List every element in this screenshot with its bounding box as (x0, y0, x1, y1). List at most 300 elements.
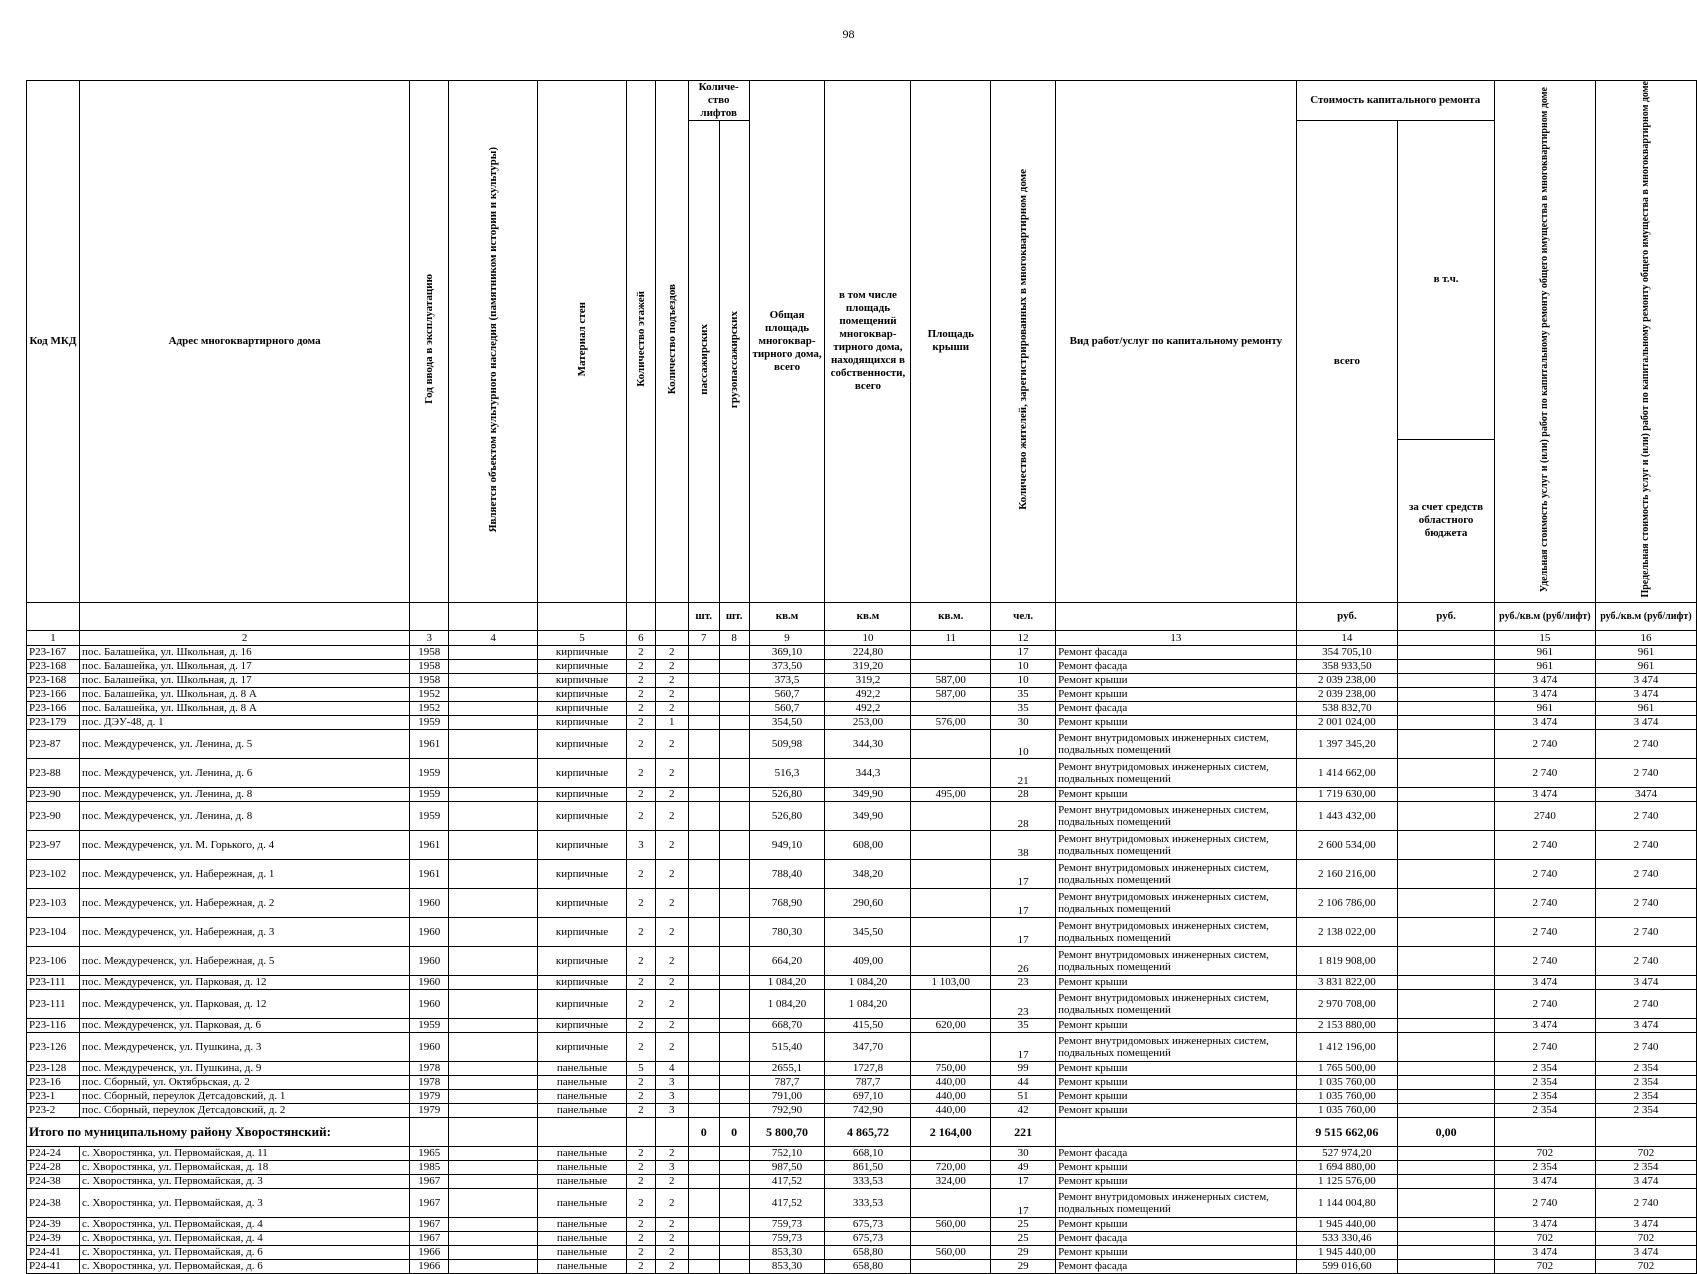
table-row (27, 1032, 1697, 1061)
cell-passenger-lifts (688, 1217, 719, 1231)
cell-max-cost: 702 (1595, 1231, 1696, 1245)
header-year: Год ввода в эксплуатацию (423, 274, 436, 405)
cell-entrances: 3 (655, 1103, 688, 1117)
cell-floors: 2 (626, 1103, 655, 1117)
cell-roof-area (911, 1032, 991, 1061)
cell-freight-lifts (719, 673, 749, 687)
header-total-area: Общая площадь многоквар-тирного дома, всего (749, 81, 825, 603)
cell-work-type: Ремонт фасада (1056, 1231, 1296, 1245)
cell-residents: 51 (991, 1089, 1056, 1103)
cell-code: Р23-111 (27, 989, 80, 1018)
cell-year: 1960 (410, 888, 449, 917)
cell-floors: 2 (626, 917, 655, 946)
cell-cost-regional (1398, 1188, 1495, 1217)
cell-code: Р24-39 (27, 1231, 80, 1245)
cell-cost-total: 1 035 760,00 (1296, 1089, 1398, 1103)
cell-freight-lifts (719, 1075, 749, 1089)
cell-residents: 28 (991, 801, 1056, 830)
cell-entrances: 2 (655, 645, 688, 659)
cell-total-area: 949,10 (749, 830, 825, 859)
cell-address: пос. Сборный, ул. Октябрьская, д. 2 (79, 1075, 409, 1089)
cell-cost-total: 1 719 630,00 (1296, 787, 1398, 801)
cell-heritage (449, 701, 538, 715)
cell-freight-lifts (719, 917, 749, 946)
cell-material: кирпичные (538, 888, 627, 917)
cell-cost-regional (1398, 1174, 1495, 1188)
cell-freight-lifts (719, 1018, 749, 1032)
cell-owned-area: 349,90 (825, 801, 911, 830)
cell-owned-area: 415,50 (825, 1018, 911, 1032)
cell-material: кирпичные (538, 687, 627, 701)
cell-residents: 44 (991, 1075, 1056, 1089)
cell-max-cost: 3 474 (1595, 687, 1696, 701)
cell-work-type: Ремонт внутридомовых инженерных систем, подвальных помещений (1056, 1188, 1296, 1217)
cell-max-cost: 2 354 (1595, 1061, 1696, 1075)
cell-max-cost: 3 474 (1595, 1174, 1696, 1188)
cell-cost-regional (1398, 687, 1495, 701)
table-row (27, 701, 1697, 715)
cell-cost-total: 2 160 216,00 (1296, 859, 1398, 888)
cell-unit-cost: 2 740 (1494, 1188, 1595, 1217)
header-wall-material: Материал стен (575, 302, 588, 377)
cell-passenger-lifts (688, 1103, 719, 1117)
cell-freight-lifts (719, 1174, 749, 1188)
cell-work-type: Ремонт фасада (1056, 659, 1296, 673)
cell-cost-regional (1398, 830, 1495, 859)
cell-total-area: 515,40 (749, 1032, 825, 1061)
cell-cost-total: 1 125 576,00 (1296, 1174, 1398, 1188)
cell-cost-total: 1 412 196,00 (1296, 1032, 1398, 1061)
cell-heritage (449, 659, 538, 673)
cell-max-cost: 2 354 (1595, 1089, 1696, 1103)
column-numbers: 1 2 3 4 5 6 7 8 9 10 11 12 13 14 15 16 (27, 630, 1697, 645)
cell-work-type: Ремонт крыши (1056, 687, 1296, 701)
cell-material: кирпичные (538, 758, 627, 787)
cell-roof-area: 587,00 (911, 687, 991, 701)
cell-unit-cost: 2740 (1494, 801, 1595, 830)
table-row (27, 946, 1697, 975)
cell-unit-cost: 2 740 (1494, 758, 1595, 787)
cell-roof-area (911, 758, 991, 787)
cell-year: 1967 (410, 1231, 449, 1245)
cell-floors: 2 (626, 989, 655, 1018)
cell-entrances: 2 (655, 1259, 688, 1273)
cell-entrances: 4 (655, 1061, 688, 1075)
cell-material: кирпичные (538, 645, 627, 659)
cell-unit-cost: 2 740 (1494, 830, 1595, 859)
cell-owned-area: 345,50 (825, 917, 911, 946)
cell-residents: 10 (991, 729, 1056, 758)
cell-entrances: 3 (655, 1089, 688, 1103)
cell-roof-area: 560,00 (911, 1245, 991, 1259)
cell-freight-lifts (719, 975, 749, 989)
cell-material: кирпичные (538, 801, 627, 830)
cell-roof-area (911, 729, 991, 758)
cell-material: кирпичные (538, 975, 627, 989)
cell-material: кирпичные (538, 659, 627, 673)
cell-cost-total: 3 831 822,00 (1296, 975, 1398, 989)
cell-code: Р23-16 (27, 1075, 80, 1089)
table-row (27, 975, 1697, 989)
cell-heritage (449, 1018, 538, 1032)
table-row (27, 1061, 1697, 1075)
cell-address: пос. Междуреченск, ул. Набережная, д. 5 (79, 946, 409, 975)
cell-year: 1952 (410, 687, 449, 701)
cell-unit-cost: 2 354 (1494, 1160, 1595, 1174)
cell-address: пос. Балашейка, ул. Школьная, д. 17 (79, 659, 409, 673)
cell-material: панельные (538, 1103, 627, 1117)
cell-max-cost: 3 474 (1595, 1217, 1696, 1231)
cell-work-type: Ремонт фасада (1056, 1259, 1296, 1273)
cell-roof-area: 750,00 (911, 1061, 991, 1075)
cell-roof-area (911, 859, 991, 888)
cell-cost-total: 527 974,20 (1296, 1146, 1398, 1160)
cell-cost-regional (1398, 645, 1495, 659)
cell-floors: 2 (626, 687, 655, 701)
cell-freight-lifts (719, 830, 749, 859)
cell-owned-area: 349,90 (825, 787, 911, 801)
cell-material: кирпичные (538, 989, 627, 1018)
cell-address: пос. Междуреченск, ул. Ленина, д. 6 (79, 758, 409, 787)
cell-floors: 2 (626, 1018, 655, 1032)
cell-owned-area: 290,60 (825, 888, 911, 917)
cell-residents: 42 (991, 1103, 1056, 1117)
cell-address: с. Хворостянка, ул. Первомайская, д. 11 (79, 1146, 409, 1160)
cell-work-type: Ремонт крыши (1056, 787, 1296, 801)
cell-passenger-lifts (688, 1174, 719, 1188)
cell-heritage (449, 1217, 538, 1231)
cell-work-type: Ремонт фасада (1056, 645, 1296, 659)
header-passenger-lifts: пассажирских (697, 323, 710, 395)
cell-cost-total: 533 330,46 (1296, 1231, 1398, 1245)
cell-material: панельные (538, 1160, 627, 1174)
total-row: Итого по муниципальному району Хворостянский: 0 0 5 800,70 4 865,72 2 164,00 221 9 515 662,06 0,00 (27, 1117, 1697, 1146)
cell-entrances: 2 (655, 701, 688, 715)
cell-total-area: 509,98 (749, 729, 825, 758)
cell-cost-regional (1398, 1075, 1495, 1089)
cell-roof-area (911, 1188, 991, 1217)
cell-roof-area (911, 1146, 991, 1160)
cell-max-cost: 2 740 (1595, 946, 1696, 975)
cell-freight-lifts (719, 1217, 749, 1231)
cell-address: пос. Балашейка, ул. Школьная, д. 8 А (79, 701, 409, 715)
cell-unit-cost: 3 474 (1494, 1018, 1595, 1032)
cell-max-cost: 2 354 (1595, 1075, 1696, 1089)
cell-max-cost: 3 474 (1595, 1245, 1696, 1259)
cell-max-cost: 2 740 (1595, 859, 1696, 888)
cell-year: 1967 (410, 1174, 449, 1188)
cell-work-type: Ремонт крыши (1056, 673, 1296, 687)
cell-unit-cost: 2 354 (1494, 1061, 1595, 1075)
cell-residents: 17 (991, 888, 1056, 917)
cell-total-area: 526,80 (749, 801, 825, 830)
cell-total-area: 526,80 (749, 787, 825, 801)
table-row (27, 830, 1697, 859)
cell-roof-area: 720,00 (911, 1160, 991, 1174)
cell-max-cost: 2 740 (1595, 1032, 1696, 1061)
cell-entrances: 2 (655, 1188, 688, 1217)
cell-cost-regional (1398, 859, 1495, 888)
cell-passenger-lifts (688, 729, 719, 758)
cell-code: Р23-103 (27, 888, 80, 917)
cell-heritage (449, 1245, 538, 1259)
cell-floors: 3 (626, 830, 655, 859)
cell-cost-total: 1 694 880,00 (1296, 1160, 1398, 1174)
cell-freight-lifts (719, 1160, 749, 1174)
cell-year: 1979 (410, 1089, 449, 1103)
cell-unit-cost: 2 740 (1494, 859, 1595, 888)
cell-address: с. Хворостянка, ул. Первомайская, д. 4 (79, 1231, 409, 1245)
cell-residents: 35 (991, 1018, 1056, 1032)
cell-heritage (449, 1075, 538, 1089)
header-entrances: Количество подъездов (665, 284, 678, 395)
cell-roof-area: 440,00 (911, 1075, 991, 1089)
header-incl: в т.ч. (1398, 121, 1495, 440)
cell-entrances: 2 (655, 673, 688, 687)
cell-max-cost: 2 740 (1595, 917, 1696, 946)
cell-unit-cost: 2 354 (1494, 1089, 1595, 1103)
table-row (27, 1075, 1697, 1089)
cell-heritage (449, 975, 538, 989)
cell-total-area: 791,00 (749, 1089, 825, 1103)
cell-total-area: 987,50 (749, 1160, 825, 1174)
cell-unit-cost: 2 740 (1494, 729, 1595, 758)
cell-roof-area (911, 888, 991, 917)
cell-freight-lifts (719, 946, 749, 975)
cell-work-type: Ремонт внутридомовых инженерных систем, подвальных помещений (1056, 729, 1296, 758)
cell-entrances: 2 (655, 758, 688, 787)
cell-cost-total: 354 705,10 (1296, 645, 1398, 659)
table-row (27, 1188, 1697, 1217)
cell-residents: 35 (991, 687, 1056, 701)
cell-freight-lifts (719, 729, 749, 758)
cell-unit-cost: 2 354 (1494, 1075, 1595, 1089)
cell-residents: 29 (991, 1259, 1056, 1273)
cell-floors: 2 (626, 1160, 655, 1174)
cell-owned-area: 333,53 (825, 1188, 911, 1217)
cell-address: пос. Междуреченск, ул. Парковая, д. 6 (79, 1018, 409, 1032)
cell-owned-area: 1 084,20 (825, 975, 911, 989)
cell-residents: 21 (991, 758, 1056, 787)
cell-cost-regional (1398, 715, 1495, 729)
cell-floors: 2 (626, 1217, 655, 1231)
cell-material: панельные (538, 1174, 627, 1188)
cell-work-type: Ремонт крыши (1056, 1217, 1296, 1231)
table-header: Код МКД Адрес многоквартирного дома Год ввода в эксплуатацию Является объектом культурного наследия (памятником истории и культуры) Материал стен Количество этажей Количество подъездов Количе-ство лифтов Общая площадь многоквар-тирного дома, всего в том числе площадь помещений многоквар-тирного дома, находящихся в собственности, всего Площадь крыши Количество жителей, зарегистрированных в многоквартирном доме Вид работ/услуг по капитальному ремонту Стоимость капитального ремонта Удельная стоимость услуг и (или) работ по капитальному ремонту общего имущества в многоквартирном доме Предельная стоимость услуг и (или) работ по капитальному ремонту общего имущества в многоквартирном доме пассажирских грузопассажирских всего в т.ч. за счет средств областного бюджета шт. шт. кв.м кв.м кв.м. чел. руб. руб. руб./кв.м (руб/лифт) руб./кв.м (руб/лифт) 1 2 3 4 5 6 7 8 9 10 11 12 13 14 15 16 (27, 81, 1697, 646)
cell-total-area: 768,90 (749, 888, 825, 917)
cell-max-cost: 2 740 (1595, 989, 1696, 1018)
cell-max-cost: 702 (1595, 1146, 1696, 1160)
table-row (27, 1231, 1697, 1245)
cell-cost-regional (1398, 1061, 1495, 1075)
cell-cost-regional (1398, 1231, 1495, 1245)
cell-heritage (449, 888, 538, 917)
cell-cost-regional (1398, 758, 1495, 787)
cell-work-type: Ремонт внутридомовых инженерных систем, подвальных помещений (1056, 946, 1296, 975)
cell-work-type: Ремонт внутридомовых инженерных систем, подвальных помещений (1056, 801, 1296, 830)
cell-entrances: 2 (655, 917, 688, 946)
cell-owned-area: 1 084,20 (825, 989, 911, 1018)
cell-code: Р23-88 (27, 758, 80, 787)
cell-owned-area: 742,90 (825, 1103, 911, 1117)
cell-work-type: Ремонт крыши (1056, 975, 1296, 989)
header-owned-area: в том числе площадь помещений многоквар-тирного дома, находящихся в собственности, всего (825, 81, 911, 603)
cell-code: Р23-167 (27, 645, 80, 659)
cell-freight-lifts (719, 715, 749, 729)
cell-passenger-lifts (688, 1245, 719, 1259)
cell-code: Р23-2 (27, 1103, 80, 1117)
table-row (27, 989, 1697, 1018)
cell-passenger-lifts (688, 787, 719, 801)
cell-heritage (449, 729, 538, 758)
cell-cost-total: 2 039 238,00 (1296, 687, 1398, 701)
cell-max-cost: 3 474 (1595, 1018, 1696, 1032)
cell-heritage (449, 1061, 538, 1075)
table-row (27, 645, 1697, 659)
cell-address: пос. Междуреченск, ул. Ленина, д. 8 (79, 801, 409, 830)
cell-owned-area: 409,00 (825, 946, 911, 975)
cell-unit-cost: 3 474 (1494, 715, 1595, 729)
cell-work-type: Ремонт крыши (1056, 1160, 1296, 1174)
cell-freight-lifts (719, 1146, 749, 1160)
table-row (27, 917, 1697, 946)
cell-unit-cost: 2 740 (1494, 1032, 1595, 1061)
cell-roof-area: 560,00 (911, 1217, 991, 1231)
table-row (27, 787, 1697, 801)
cell-owned-area: 658,80 (825, 1259, 911, 1273)
cell-address: пос. Междуреченск, ул. Ленина, д. 8 (79, 787, 409, 801)
cell-address: пос. Междуреченск, ул. Набережная, д. 1 (79, 859, 409, 888)
cell-heritage (449, 673, 538, 687)
cell-residents: 38 (991, 830, 1056, 859)
cell-cost-regional (1398, 1032, 1495, 1061)
header-code: Код МКД (27, 81, 80, 603)
cell-cost-regional (1398, 1245, 1495, 1259)
cell-total-area: 354,50 (749, 715, 825, 729)
cell-roof-area: 495,00 (911, 787, 991, 801)
cell-work-type: Ремонт крыши (1056, 1103, 1296, 1117)
cell-total-area: 787,7 (749, 1075, 825, 1089)
cell-work-type: Ремонт крыши (1056, 1061, 1296, 1075)
cell-freight-lifts (719, 989, 749, 1018)
cell-residents: 17 (991, 1032, 1056, 1061)
cell-cost-regional (1398, 1018, 1495, 1032)
cell-address: пос. Балашейка, ул. Школьная, д. 16 (79, 645, 409, 659)
cell-entrances: 2 (655, 1245, 688, 1259)
cell-cost-total: 2 970 708,00 (1296, 989, 1398, 1018)
cell-year: 1961 (410, 729, 449, 758)
cell-work-type: Ремонт крыши (1056, 1018, 1296, 1032)
cell-roof-area: 587,00 (911, 673, 991, 687)
cell-cost-regional (1398, 1089, 1495, 1103)
cell-cost-total: 2 106 786,00 (1296, 888, 1398, 917)
cell-total-area: 792,90 (749, 1103, 825, 1117)
header-cost: Стоимость капитального ремонта (1296, 81, 1494, 121)
cell-address: пос. Междуреченск, ул. М. Горького, д. 4 (79, 830, 409, 859)
cell-passenger-lifts (688, 1231, 719, 1245)
cell-heritage (449, 1188, 538, 1217)
cell-address: пос. Междуреченск, ул. Набережная, д. 3 (79, 917, 409, 946)
cell-work-type: Ремонт крыши (1056, 1075, 1296, 1089)
table-row (27, 1103, 1697, 1117)
district-total (27, 1117, 1697, 1146)
cell-year: 1978 (410, 1075, 449, 1089)
cell-code: Р23-1 (27, 1089, 80, 1103)
capital-repair-table (26, 80, 1697, 1274)
cell-cost-regional (1398, 701, 1495, 715)
cell-floors: 2 (626, 715, 655, 729)
header-heritage: Является объектом культурного наследия (памятником истории и культуры) (487, 146, 500, 532)
header-work-type: Вид работ/услуг по капитальному ремонту (1056, 81, 1296, 603)
cell-total-area: 417,52 (749, 1174, 825, 1188)
cell-work-type: Ремонт внутридомовых инженерных систем, подвальных помещений (1056, 758, 1296, 787)
cell-material: кирпичные (538, 787, 627, 801)
cell-freight-lifts (719, 758, 749, 787)
cell-total-area: 369,10 (749, 645, 825, 659)
cell-material: кирпичные (538, 1018, 627, 1032)
cell-heritage (449, 715, 538, 729)
cell-material: панельные (538, 1188, 627, 1217)
cell-heritage (449, 1160, 538, 1174)
cell-address: с. Хворостянка, ул. Первомайская, д. 6 (79, 1245, 409, 1259)
header-roof-area: Площадь крыши (911, 81, 991, 603)
cell-entrances: 2 (655, 687, 688, 701)
cell-roof-area: 440,00 (911, 1103, 991, 1117)
cell-material: панельные (538, 1217, 627, 1231)
cell-residents: 28 (991, 787, 1056, 801)
cell-work-type: Ремонт крыши (1056, 715, 1296, 729)
cell-max-cost: 2 740 (1595, 729, 1696, 758)
cell-passenger-lifts (688, 975, 719, 989)
cell-owned-area: 319,20 (825, 659, 911, 673)
cell-passenger-lifts (688, 687, 719, 701)
cell-residents: 23 (991, 989, 1056, 1018)
cell-cost-regional (1398, 975, 1495, 989)
cell-code: Р24-28 (27, 1160, 80, 1174)
cell-year: 1959 (410, 1018, 449, 1032)
cell-entrances: 1 (655, 715, 688, 729)
cell-owned-area: 668,10 (825, 1146, 911, 1160)
cell-cost-regional (1398, 659, 1495, 673)
cell-code: Р24-41 (27, 1245, 80, 1259)
cell-cost-total: 599 016,60 (1296, 1259, 1398, 1273)
cell-residents: 23 (991, 975, 1056, 989)
cell-floors: 2 (626, 801, 655, 830)
cell-roof-area: 440,00 (911, 1089, 991, 1103)
cell-cost-total: 1 144 004,80 (1296, 1188, 1398, 1217)
cell-total-area: 759,73 (749, 1217, 825, 1231)
cell-heritage (449, 1231, 538, 1245)
cell-floors: 2 (626, 787, 655, 801)
cell-entrances: 2 (655, 859, 688, 888)
cell-material: панельные (538, 1089, 627, 1103)
cell-unit-cost: 702 (1494, 1259, 1595, 1273)
cell-code: Р23-97 (27, 830, 80, 859)
cell-max-cost: 2 740 (1595, 801, 1696, 830)
cell-unit-cost: 2 740 (1494, 946, 1595, 975)
cell-address: пос. Междуреченск, ул. Парковая, д. 12 (79, 975, 409, 989)
cell-material: панельные (538, 1259, 627, 1273)
cell-owned-area: 675,73 (825, 1217, 911, 1231)
cell-cost-regional (1398, 946, 1495, 975)
cell-code: Р23-179 (27, 715, 80, 729)
cell-year: 1961 (410, 830, 449, 859)
cell-cost-total: 2 001 024,00 (1296, 715, 1398, 729)
cell-cost-regional (1398, 1103, 1495, 1117)
cell-address: с. Хворостянка, ул. Первомайская, д. 4 (79, 1217, 409, 1231)
cell-owned-area: 344,30 (825, 729, 911, 758)
cell-work-type: Ремонт крыши (1056, 1174, 1296, 1188)
